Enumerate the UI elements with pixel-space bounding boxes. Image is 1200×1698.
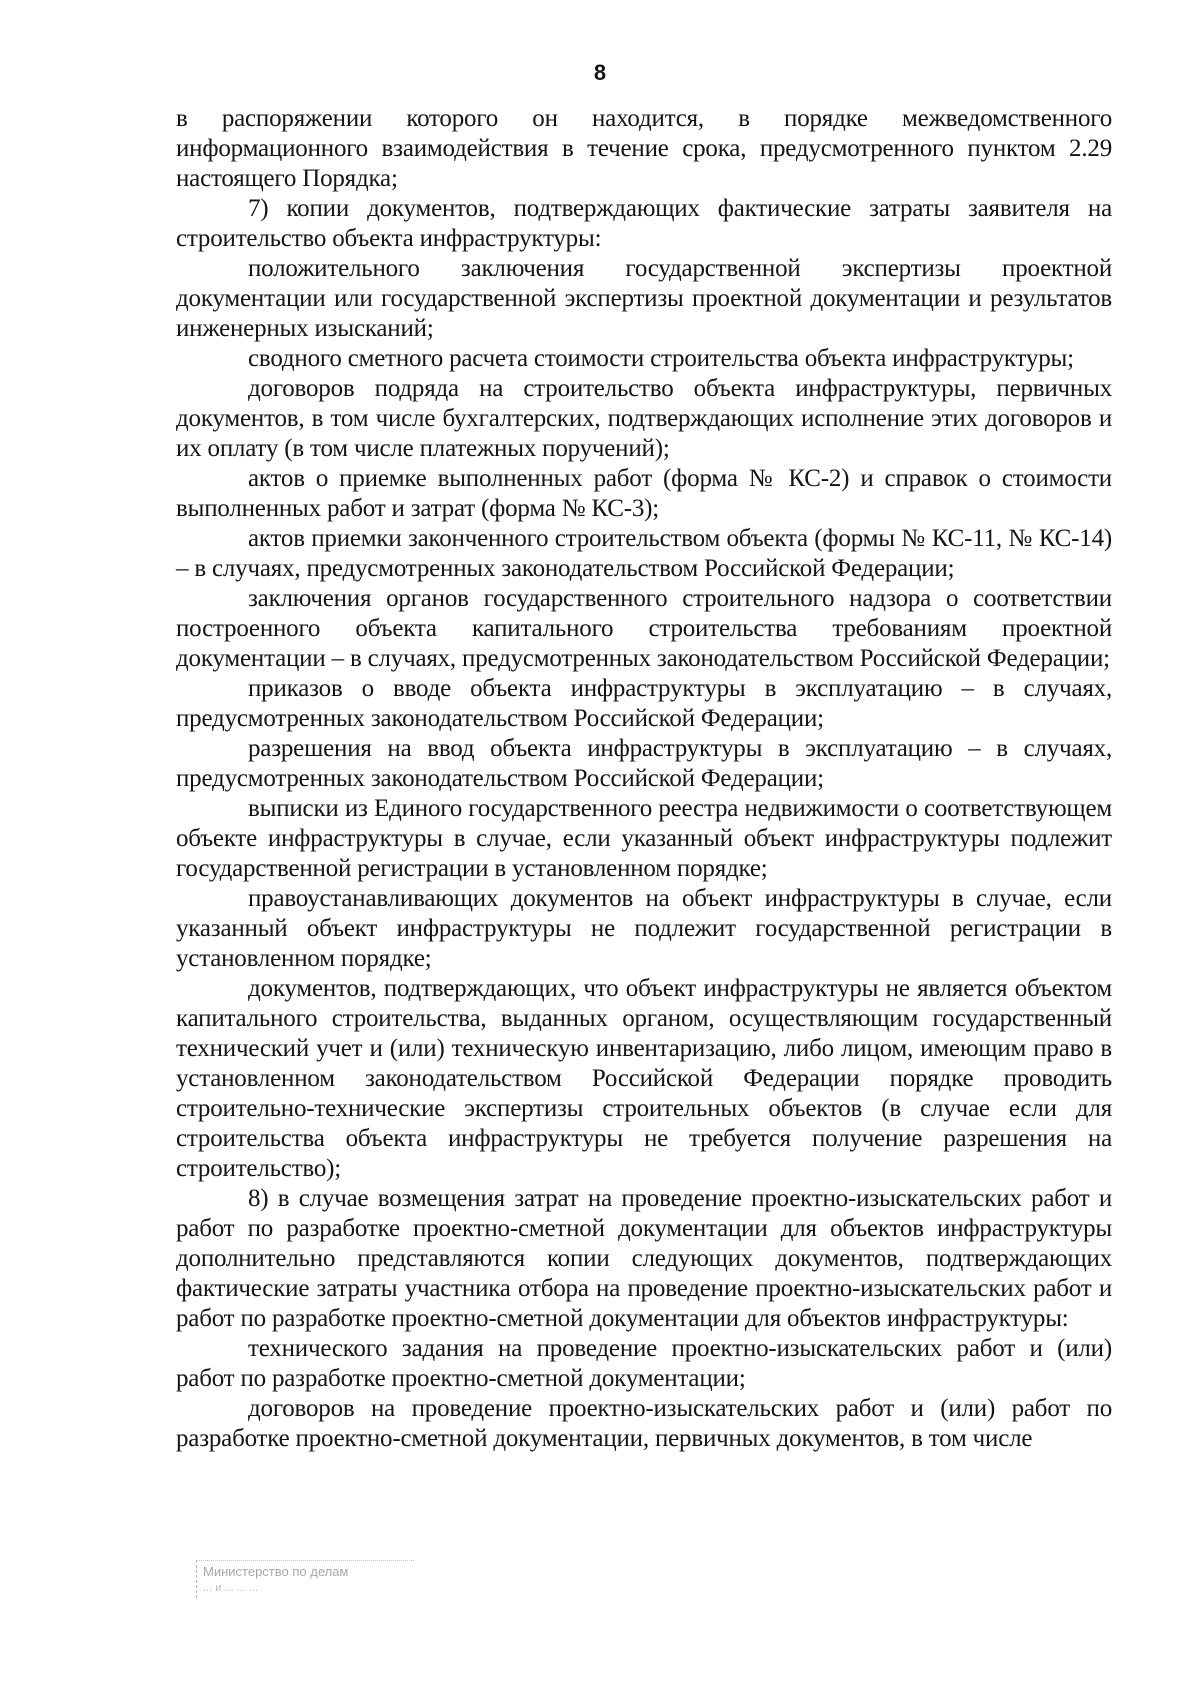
paragraph-ks2-ks3: актов о приемке выполненных работ (форма № КС-2) и справок о стоимости выполненных работ и затрат (форма № КС-3); <box>176 465 1112 522</box>
page-number: 8 <box>593 60 607 85</box>
paragraph-title-documents: правоустанавливающих документов на объект инфраструктуры в случае, если указанный объект инфраструктуры не подлежит государственной регистрации в установленном порядке; <box>176 885 1112 972</box>
paragraph-registry-extract: выписки из Единого государственного реестра недвижимости о соответствующем объекте инфраструктуры в случае, если указанный объект инфраструктуры подлежит государственной регистрации в установленном порядке; <box>176 795 1112 882</box>
paragraph-orders: приказов о вводе объекта инфраструктуры в эксплуатацию – в случаях, предусмотренных законодательством Российской Федерации; <box>176 675 1112 732</box>
paragraph-technical-task: технического задания на проведение проектно-изыскательских работ и (или) работ по разработке проектно-сметной документации; <box>176 1335 1112 1392</box>
paragraph-item-8: 8) в случае возмещения затрат на проведение проектно-изыскательских работ и работ по разработке проектно-сметной документации для объектов инфраструктуры дополнительно представляются копии следующих документов, подтверждающих фактические затраты участника отбора на проведение проектно-изыскательских работ и работ по разработке проектно-сметной документации для объектов инфраструктуры: <box>176 1185 1112 1332</box>
paragraph-estimate: сводного сметного расчета стоимости строительства объекта инфраструктуры; <box>248 345 1074 372</box>
stamp-line-2: ... и ... ... ... <box>203 1582 259 1594</box>
paragraph-permits: разрешения на ввод объекта инфраструктуры в эксплуатацию – в случаях, предусмотренных законодательством Российской Федерации; <box>176 735 1112 792</box>
paragraph-expertise-conclusion: положительного заключения государственной экспертизы проектной документации или государственной экспертизы проектной документации и результатов инженерных изысканий; <box>176 255 1112 342</box>
ministry-stamp <box>196 1560 414 1598</box>
paragraph-contracts: договоров подряда на строительство объекта инфраструктуры, первичных документов, в том числе бухгалтерских, подтверждающих исполнение этих договоров и их оплату (в том числе платежных поручений); <box>176 375 1112 462</box>
paragraph-non-capital: документов, подтверждающих, что объект инфраструктуры не является объектом капитального строительства, выданных органом, осуществляющим государственный технический учет и (или) техническую инвентаризацию, либо лицом, имеющим право в установленном законодательством Российской Федерации порядке проводить строительно-технические экспертизы строительных объектов (в случае если для строительства объекта инфраструктуры не требуется получение разрешения на строительство); <box>176 975 1112 1182</box>
paragraph-supervision: заключения органов государственного строительного надзора о соответствии построенного объекта капитального строительства требованиям проектной документации – в случаях, предусмотренных законодательством Российской Федерации; <box>176 585 1112 672</box>
paragraph-ks11-ks14: актов приемки законченного строительством объекта (формы № КС-11, № КС-14) – в случаях, предусмотренных законодательством Российской Федерации; <box>176 525 1112 582</box>
document-body <box>176 104 1112 1454</box>
paragraph-design-contracts: договоров на проведение проектно-изыскательских работ и (или) работ по разработке проектно-сметной документации, первичных документов, в том числе <box>176 1395 1112 1452</box>
paragraph-item-7: 7) копии документов, подтверждающих фактические затраты заявителя на строительство объекта инфраструктуры: <box>176 195 1112 252</box>
paragraph-continuation: в распоряжении которого он находится, в порядке межведомственного информационного взаимодействия в течение срока, предусмотренного пунктом 2.29 настоящего Порядка; <box>176 105 1112 192</box>
stamp-line-1: Министерство по делам <box>203 1564 349 1579</box>
